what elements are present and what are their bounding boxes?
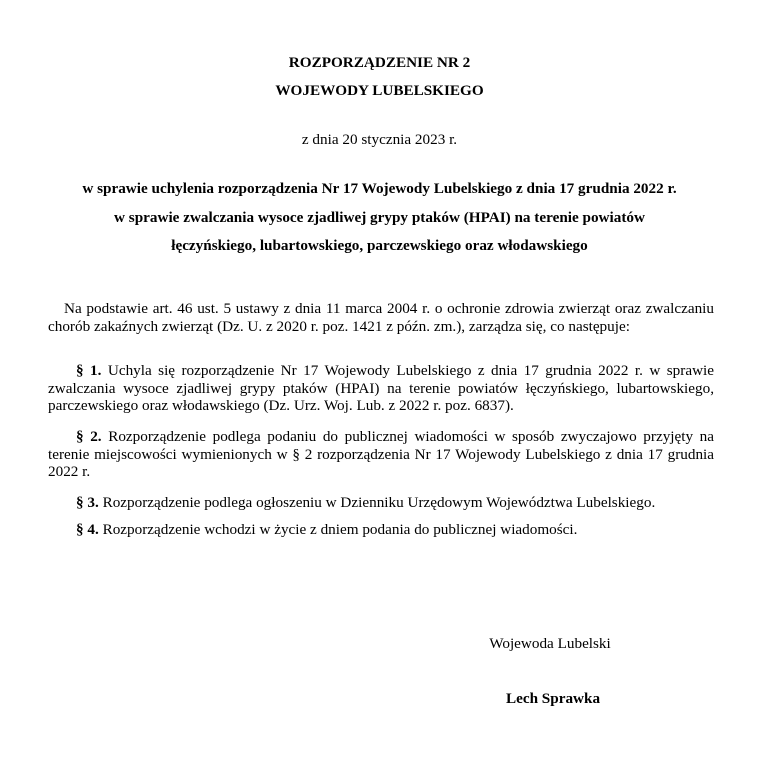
preamble: Na podstawie art. 46 ust. 5 ustawy z dnia 11 marca 2004 r. o ochronie zdrowia zwierząt oraz zwalczaniu chorób zakaźnych zwierząt (Dz. U. z 2020 r. poz. 1421 z późn. zm.), zarządza się, co następuje: [48, 300, 714, 335]
paragraph-text: Rozporządzenie wchodzi w życie z dniem podania do publicznej wiadomości. [98, 521, 578, 538]
title-line-2: WOJEWODY LUBELSKIEGO [275, 82, 484, 99]
subject-line-2: w sprawie zwalczania wysoce zjadliwej grypy ptaków (HPAI) na terenie powiatów [114, 209, 645, 226]
paragraph-number: § 1. [76, 362, 102, 379]
paragraph-1 [48, 362, 714, 415]
paragraph-text: Uchyla się rozporządzenie Nr 17 Wojewody Lubelskiego z dnia 17 grudnia 2022 r. w sprawie zwalczania wysoce zjadliwej grypy ptaków (HPAI) na terenie powiatów łęczyńskiego, lubartowskiego, parczewskiego oraz włodawskiego (Dz. Urz. Woj. Lub. z 2022 r. poz. 6837). [48, 362, 715, 414]
paragraph-text: Rozporządzenie podlega podaniu do publicznej wiadomości w sposób zwyczajowo przyjęty na terenie miejscowości wymienionych w § 2 rozporządzenia Nr 17 Wojewody Lubelskiego z dnia 17 grudnia 2022 r. [48, 428, 715, 480]
paragraph-4 [48, 521, 714, 539]
signature-role: Wojewoda Lubelski [489, 635, 611, 652]
subject-line-3: łęczyńskiego, lubartowskiego, parczewskiego oraz włodawskiego [171, 237, 588, 254]
paragraph-2 [48, 428, 714, 481]
title-line-1: ROZPORZĄDZENIE NR 2 [288, 54, 471, 71]
paragraph-number: § 2. [76, 428, 102, 445]
paragraph-number: § 3. [76, 494, 99, 511]
paragraph-number: § 4. [76, 521, 99, 538]
document-date: z dnia 20 stycznia 2023 r. [301, 131, 458, 148]
paragraph-3 [48, 494, 714, 512]
signature-name: Lech Sprawka [505, 690, 601, 707]
paragraph-text: Rozporządzenie podlega ogłoszeniu w Dzienniku Urzędowym Województwa Lubelskiego. [98, 494, 656, 511]
subject-line-1: w sprawie uchylenia rozporządzenia Nr 17 Wojewody Lubelskiego z dnia 17 grudnia 2022 r. [82, 180, 677, 197]
